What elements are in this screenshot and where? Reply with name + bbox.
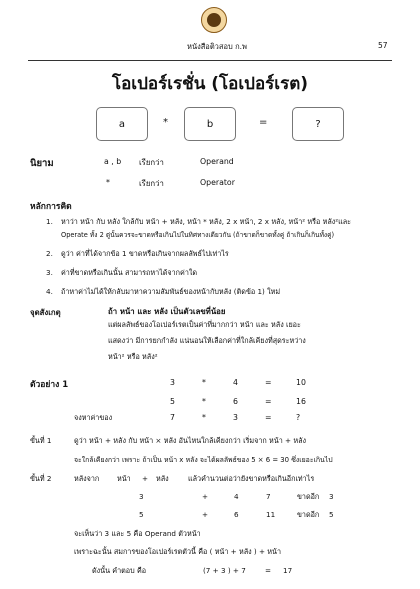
step2-cell: +: [202, 492, 209, 501]
example-cell: 4: [233, 378, 238, 387]
example-cell: 5: [170, 397, 175, 406]
notice-label: จุดสังเกตุ: [30, 308, 61, 317]
step2-cell: 3: [329, 492, 334, 501]
result-unknown: ?: [315, 118, 321, 130]
conclusion-line: เพราะฉะนั้น สมการของโอเปอร์เรตตัวนี้ คือ ( หน้า + หลัง ) + หน้า: [74, 547, 281, 556]
definition-term: a , b: [104, 157, 122, 166]
example-cell: *: [202, 413, 206, 422]
example-cell: ?: [296, 413, 301, 422]
step2-cell: 5: [329, 510, 334, 519]
principle-number: 2.: [46, 249, 53, 258]
principle-text: หาว่า หน้า กับ หลัง ใกล้กับ หน้า + หลัง, หน้า * หลัง, 2 x หน้า, 2 x หลัง, หน้า² หรือ หลัง²และ: [61, 217, 352, 226]
step2-head: หลังจาก: [74, 474, 100, 483]
definition-called: เรียกว่า: [139, 158, 164, 167]
step1-text: จะใกล้เคียงกว่า เพราะ ถ้าเป็น หน้า x หลัง จะได้ผลลัพธ์ของ 5 × 6 = 30 ซึ่งเยอะเกินไป: [74, 456, 333, 464]
answer-value: 17: [283, 566, 293, 575]
step2-label: ขั้นที่ 2: [30, 474, 52, 483]
notice-line: แสดงว่า มีการยกกำลัง แน่นอนให้เลือกค่าที่ใกล้เคียงที่สุดระหว่าง: [108, 336, 306, 345]
operator-symbol: *: [163, 117, 168, 128]
step2-cell: 5: [139, 510, 144, 519]
answer-label: ดังนั้น คำตอบ คือ: [92, 566, 147, 575]
definition-name: Operator: [200, 178, 235, 187]
definition-term: *: [106, 178, 110, 187]
example-question: จงหาค่าของ: [74, 413, 113, 422]
example-cell: *: [202, 378, 206, 387]
step1-text: ดูว่า หน้า + หลัง กับ หน้า × หลัง อันไหนใกล้เคียงกว่า เริ่มจาก หน้า + หลัง: [74, 436, 306, 445]
step2-cell: 7: [266, 492, 271, 501]
principle-number: 3.: [46, 268, 53, 277]
example-cell: 7: [170, 413, 175, 422]
page-number: 57: [378, 41, 388, 50]
operand-b: b: [206, 118, 214, 130]
example-cell: =: [265, 413, 272, 422]
step2-cell: 3: [139, 492, 144, 501]
book-title: หนังสือติวสอบ ก.พ: [187, 42, 247, 51]
example-cell: =: [265, 397, 272, 406]
step2-cell: +: [202, 510, 209, 519]
notice-line: แต่ผลลัพธ์ของโอเปอร์เรตเป็นค่าที่มากกว่า หน้า และ หลัง เยอะ: [108, 320, 301, 329]
example-cell: 3: [233, 413, 238, 422]
answer-equals: =: [265, 566, 272, 575]
answer-expression: (7 + 3 ) + 7: [203, 566, 246, 575]
definition-name: Operand: [200, 157, 234, 166]
principle-text: ดูว่า ค่าที่ได้จากข้อ 1 ขาดหรือเกินจากผลลัพธ์ไปเท่าไร: [61, 249, 229, 258]
operand-a-box: [96, 107, 148, 141]
principle-text: ค่าที่ขาดหรือเกินนั้น สามารถหาได้จากค่าใด: [61, 268, 198, 277]
definition-label: นิยาม: [30, 158, 54, 169]
example-cell: 10: [296, 378, 306, 387]
conclusion-line: จะเห็นว่า 3 และ 5 คือ Operand ตัวหน้า: [74, 529, 201, 538]
principle-number: 4.: [46, 287, 53, 296]
step2-head: หลัง: [156, 474, 169, 483]
header-divider: [28, 60, 392, 61]
step2-head: หน้า: [117, 474, 131, 483]
step2-cell: ขาดอีก: [297, 510, 320, 519]
step2-cell: 4: [234, 492, 239, 501]
example-label: ตัวอย่าง 1: [30, 380, 69, 390]
operand-a: a: [118, 118, 126, 130]
notice-line: หน้า² หรือ หลัง²: [108, 352, 158, 361]
step1-label: ขั้นที่ 1: [30, 436, 52, 445]
example-cell: *: [202, 397, 206, 406]
example-cell: =: [265, 378, 272, 387]
equals-symbol: =: [259, 117, 268, 128]
step2-cell: 11: [266, 510, 276, 519]
emblem-logo: [201, 7, 227, 33]
example-cell: 3: [170, 378, 175, 387]
page-title: โอเปอร์เรชั่น (โอเปอร์เรต): [111, 74, 309, 94]
notice-bold-line: ถ้า หน้า และ หลัง เป็นตัวเลขที่น้อย: [108, 307, 226, 316]
example-cell: 6: [233, 397, 238, 406]
principles-label: หลักการคิด: [30, 202, 72, 212]
principle-number: 1.: [46, 217, 53, 226]
example-cell: 16: [296, 397, 306, 406]
principle-text: Operate ทั้ง 2 ตู่นั้นควรจะขาดหรือเกินไปในทิศทางเดียวกัน (ถ้าขาดก็ขาดทั้งคู่ ถ้าเกินก็เกินทั้งคู่): [61, 231, 335, 239]
operand-b-box: [184, 107, 236, 141]
step2-cell: ขาดอีก: [297, 492, 320, 501]
principle-text: ถ้าหาค่าไม่ได้ให้กลับมาหาความสัมพันธ์ของหน้ากับหลัง (ติดข้อ 1) ใหม่: [61, 287, 281, 296]
result-box: [292, 107, 344, 141]
definition-called: เรียกว่า: [139, 179, 164, 188]
step2-cell: 6: [234, 510, 239, 519]
step2-head: แล้วคำนวนต่อว่ายังขาดหรือเกินอีกเท่าไร: [188, 474, 315, 483]
step2-head: +: [142, 474, 149, 483]
